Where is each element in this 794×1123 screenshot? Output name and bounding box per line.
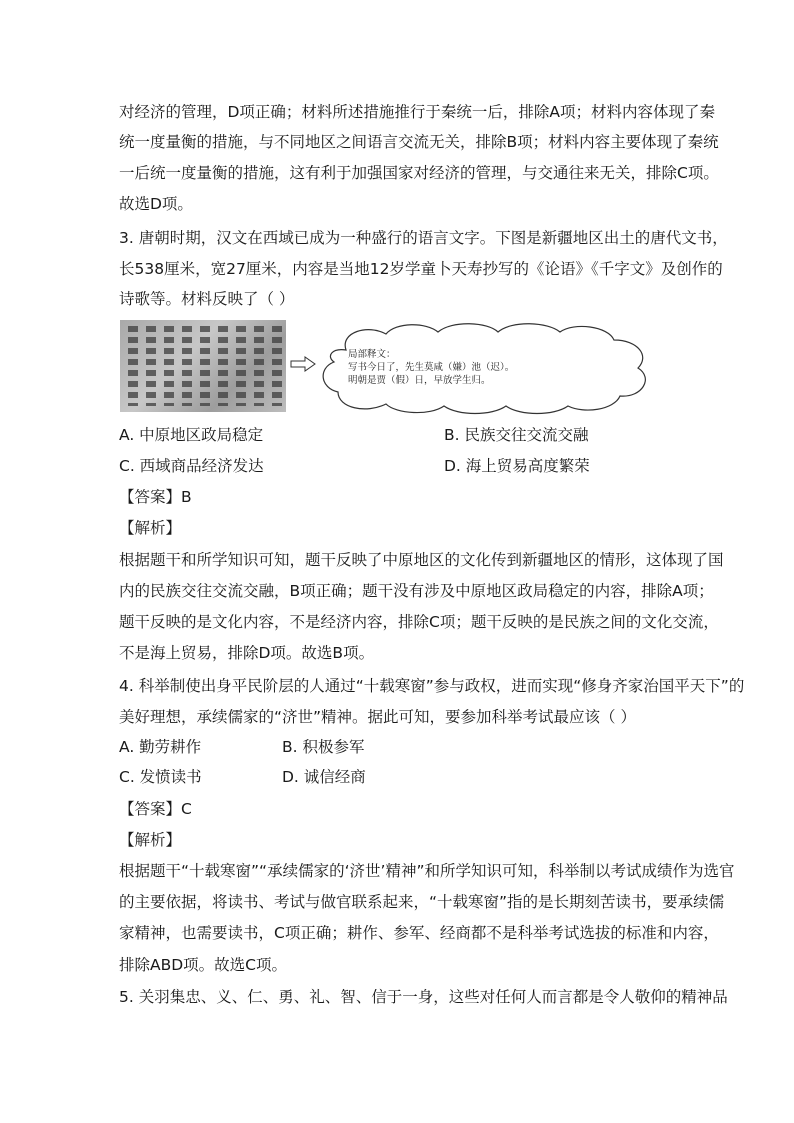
option-d: D. 诚信经商 — [282, 768, 366, 786]
analysis-line: 不是海上贸易，排除D项。故选B项。 — [119, 644, 375, 662]
option-c: C. 发愤读书 — [119, 768, 202, 786]
analysis-line: 内的民族交往交流交融，B项正确；题干没有涉及中原地区政局稳定的内容，排除A项； — [119, 582, 714, 600]
text-line: 故选D项。 — [119, 195, 193, 213]
cloud-line: 明朝是贾（假）日，早放学生归。 — [348, 375, 491, 386]
cloud-title: 局部释文： — [348, 349, 396, 360]
question-3-stem: 3. 唐朝时期，汉文在西域已成为一种盛行的语言文字。下图是新疆地区出土的唐代文书， — [119, 229, 728, 247]
question-4-stem: 4. 科举制使出身平民阶层的人通过“十载寒窗”参与政权，进而实现“修身齐家治国平天下”的 — [119, 677, 745, 695]
question-3-stem: 长538厘米，宽27厘米，内容是当地12岁学童卜天寿抄写的《论语》《千字文》及创作的 — [119, 260, 723, 278]
analysis-line: 根据题干“十载寒窗”“承续儒家的‘济世’精神”和所学知识可知，科举制以考试成绩作为选官 — [119, 862, 735, 880]
option-d: D. 海上贸易高度繁荣 — [444, 457, 590, 475]
answer-label: 【答案】B — [119, 488, 192, 506]
option-b: B. 积极参军 — [282, 738, 365, 756]
option-c: C. 西域商品经济发达 — [119, 457, 264, 475]
question-5-stem: 5. 关羽集忠、义、仁、勇、礼、智、信于一身，这些对任何人而言都是令人敬仰的精神品 — [119, 988, 728, 1006]
analysis-label: 【解析】 — [119, 519, 182, 537]
option-a: A. 中原地区政局稳定 — [119, 426, 264, 444]
question-4-stem: 美好理想，承续儒家的“济世”精神。据此可知，要参加科举考试最应该（ ） — [119, 708, 636, 726]
option-b: B. 民族交往交流交融 — [444, 426, 589, 444]
manuscript-photo — [120, 320, 286, 412]
analysis-line: 根据题干和所学知识可知，题干反映了中原地区的文化传到新疆地区的情形，这体现了国 — [119, 551, 724, 569]
analysis-line: 排除ABD项。故选C项。 — [119, 956, 287, 974]
analysis-line: 题干反映的是文化内容，不是经济内容，排除C项；题干反映的是民族之间的文化交流， — [119, 613, 719, 631]
cloud-line: 写书今日了，先生莫咸（嫌）池（迟）。 — [348, 362, 515, 373]
manuscript-figure — [120, 320, 680, 416]
arrow-right-icon — [290, 356, 316, 372]
option-a: A. 勤劳耕作 — [119, 738, 202, 756]
question-3-stem: 诗歌等。材料反映了（ ） — [119, 290, 295, 308]
analysis-line: 的主要依据，将读书、考试与做官联系起来，“十载寒窗”指的是长期刻苦读书，要承续儒 — [119, 893, 725, 911]
analysis-label: 【解析】 — [119, 831, 182, 849]
answer-label: 【答案】C — [119, 800, 192, 818]
analysis-line: 家精神，也需要读书，C项正确；耕作、参军、经商都不是科举考试选拔的标准和内容， — [119, 924, 719, 942]
text-line: 统一度量衡的措施，与不同地区之间语言交流无关，排除B项；材料内容主要体现了秦统 — [119, 133, 719, 151]
text-line: 对经济的管理，D项正确；材料所述措施推行于秦统一后，排除A项；材料内容体现了秦 — [119, 103, 716, 121]
text-line: 一后统一度量衡的措施，这有利于加强国家对经济的管理，与交通往来无关，排除C项。 — [119, 164, 719, 182]
